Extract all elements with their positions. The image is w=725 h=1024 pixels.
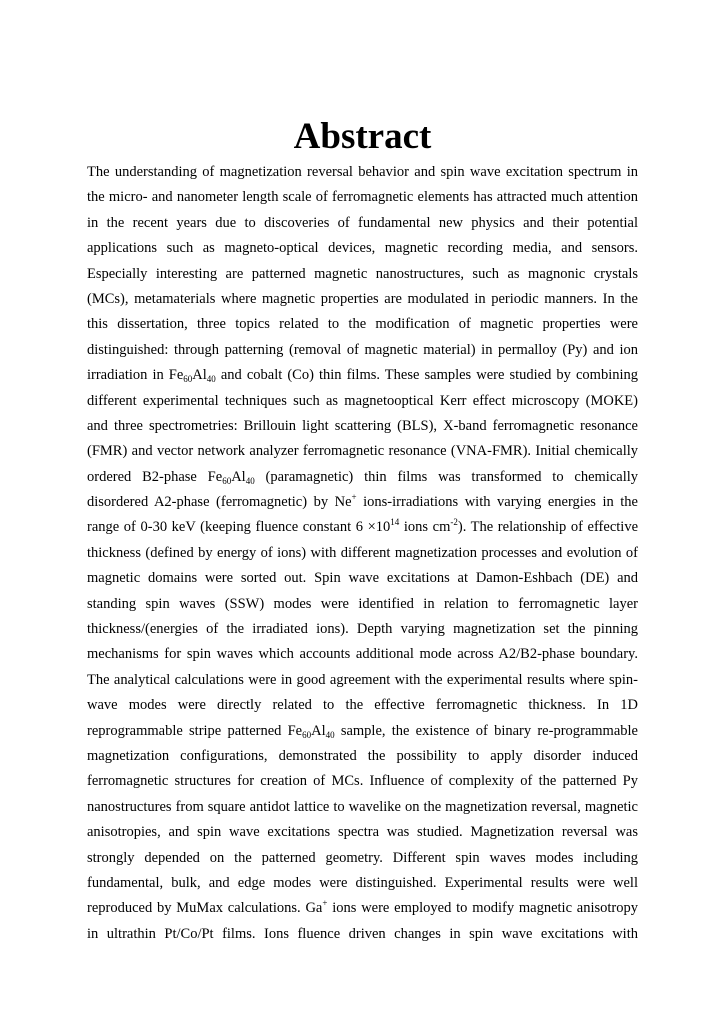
text-run: Al <box>192 367 207 384</box>
abstract-line <box>87 896 638 921</box>
text-run: nanostructures from square antidot lattice to wavelike on the magnetization reversal, magnetic <box>87 798 638 815</box>
text-run: (FMR) and vector network analyzer ferromagnetic resonance (VNA-FMR). Initial chemically <box>87 443 638 460</box>
text-run: irradiation in Fe <box>87 367 184 384</box>
text-run: fundamental, bulk, and edge modes were distinguished. Experimental results were well <box>87 874 638 891</box>
text-run: in ultrathin Pt/Co/Pt films. Ions fluence driven changes in spin wave excitations with <box>87 925 638 942</box>
abstract-line <box>87 846 638 871</box>
abstract-line <box>87 389 638 414</box>
text-run: anisotropies, and spin wave excitations spectra was studied. Magnetization reversal was <box>87 824 638 841</box>
abstract-line <box>87 769 638 794</box>
text-run: thickness (defined by energy of ions) with different magnetization processes and evolution of <box>87 544 638 561</box>
text-run: mechanisms for spin waves which accounts additional mode across A2/B2-phase boundary. <box>87 646 638 663</box>
text-run: The understanding of magnetization reversal behavior and spin wave excitation spectrum in <box>87 164 638 180</box>
abstract-line <box>87 719 638 744</box>
text-run: reproduced by MuMax calculations. Ga <box>87 900 323 917</box>
abstract-line <box>87 439 638 464</box>
abstract-line <box>87 338 638 363</box>
subscript: 60 <box>302 729 312 740</box>
abstract-line <box>87 922 638 947</box>
text-run: ions were employed to modify magnetic anisotropy <box>327 900 639 917</box>
text-run: ). The relationship of effective <box>457 519 638 536</box>
text-run: (paramagnetic) thin films was transformed to chemically <box>254 468 639 485</box>
abstract-line <box>87 668 638 693</box>
abstract-line <box>87 312 638 337</box>
abstract-line <box>87 414 638 439</box>
abstract-line <box>87 160 638 185</box>
abstract-line <box>87 363 638 388</box>
text-run: distinguished: through patterning (removal of magnetic material) in permalloy (Py) and ion <box>87 341 638 358</box>
text-run: ions-irradiations with varying energies in the <box>356 494 638 511</box>
text-run: strongly depended on the patterned geometry. Different spin waves modes including <box>87 849 638 866</box>
abstract-line <box>87 185 638 210</box>
superscript: 14 <box>390 517 400 528</box>
subscript: 60 <box>183 374 193 385</box>
abstract-line <box>87 592 638 617</box>
abstract-line <box>87 820 638 845</box>
abstract-line <box>87 236 638 261</box>
text-run: magnetic domains were sorted out. Spin wave excitations at Damon-Eshbach (DE) and <box>87 570 638 587</box>
superscript: -2 <box>450 517 458 528</box>
text-run: thickness/(energies of the irradiated ions). Depth varying magnetization set the pinning <box>87 621 638 638</box>
text-run: Al <box>311 722 326 739</box>
superscript: + <box>322 898 328 909</box>
text-run: range of 0-30 keV (keeping fluence constant 6 ×10 <box>87 519 391 536</box>
text-run: the micro- and nanometer length scale of ferromagnetic elements has attracted much attention <box>87 189 638 206</box>
text-run: in the recent years due to discoveries of fundamental new physics and their potential <box>87 214 638 231</box>
abstract-line <box>87 693 638 718</box>
abstract-line <box>87 465 638 490</box>
text-run: (MCs), metamaterials where magnetic properties are modulated in periodic manners. In the <box>87 290 638 307</box>
abstract-line <box>87 541 638 566</box>
text-run: sample, the existence of binary re-programmable <box>334 722 638 739</box>
text-run: magnetization configurations, demonstrated the possibility to apply disorder induced <box>87 747 638 764</box>
page-title: Abstract <box>293 116 432 157</box>
text-run: Especially interesting are patterned magnetic nanostructures, such as magnonic crystals <box>87 265 638 282</box>
abstract-line <box>87 490 638 515</box>
text-run: and three spectrometries: Brillouin light scattering (BLS), X-band ferromagnetic resonance <box>87 417 638 434</box>
abstract-line <box>87 617 638 642</box>
abstract-line <box>87 515 638 540</box>
abstract-line <box>87 211 638 236</box>
text-run: reprogrammable stripe patterned Fe <box>87 722 303 739</box>
text-run: ferromagnetic structures for creation of MCs. Influence of complexity of the patterned Py <box>87 773 638 790</box>
abstract-line <box>87 566 638 591</box>
text-run: and cobalt (Co) thin films. These samples were studied by combining <box>215 367 639 384</box>
abstract-line <box>87 642 638 667</box>
abstract-line <box>87 287 638 312</box>
subscript: 40 <box>325 729 335 740</box>
text-run: disordered A2-phase (ferromagnetic) by Ne <box>87 494 352 511</box>
text-run: The analytical calculations were in good agreement with the experimental results where spin- <box>87 671 638 688</box>
text-run: ordered B2-phase Fe <box>87 468 223 485</box>
superscript: + <box>351 492 357 503</box>
text-run: wave modes were directly related to the effective ferromagnetic thickness. In 1D <box>87 697 638 714</box>
text-run: ions cm <box>399 519 451 536</box>
text-run: Al <box>231 468 246 485</box>
text-run: applications such as magneto-optical devices, magnetic recording media, and sensors. <box>87 240 638 257</box>
text-run: standing spin waves (SSW) modes were identified in relation to ferromagnetic layer <box>87 595 638 612</box>
text-run: this dissertation, three topics related to the modification of magnetic properties were <box>87 316 638 333</box>
abstract-line <box>87 871 638 896</box>
abstract-line <box>87 744 638 769</box>
subscript: 40 <box>245 475 255 486</box>
subscript: 60 <box>222 475 232 486</box>
abstract-line <box>87 262 638 287</box>
text-run: different experimental techniques such as magnetooptical Kerr effect microscopy (MOKE) <box>87 392 638 409</box>
subscript: 40 <box>206 374 216 385</box>
abstract-line <box>87 795 638 820</box>
abstract-body <box>87 160 638 947</box>
